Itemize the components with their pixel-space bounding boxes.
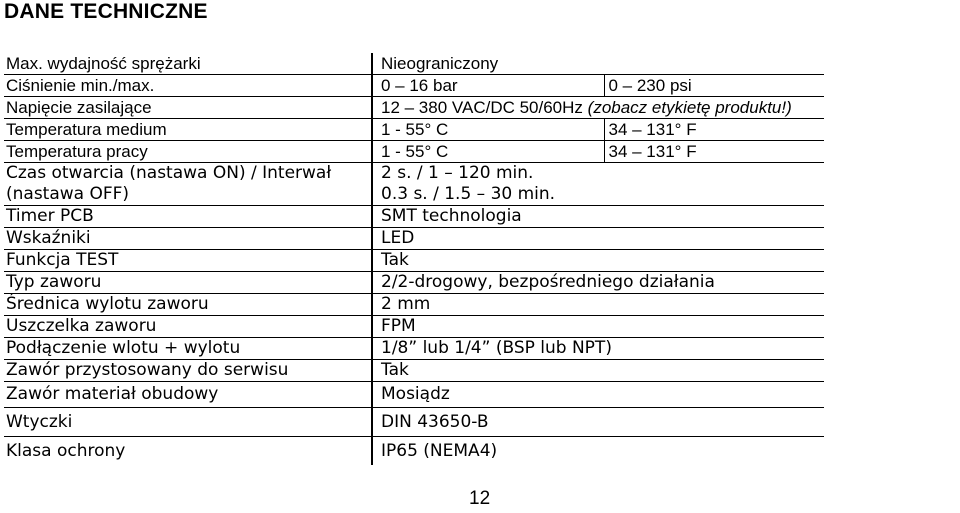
technical-data-table xyxy=(4,53,824,465)
row-label: Wskaźniki xyxy=(4,228,372,250)
table-row xyxy=(4,382,824,408)
row-value: Tak xyxy=(372,360,824,382)
row-value-metric: 1 - 55° C xyxy=(372,141,604,163)
row-label: Klasa ochrony xyxy=(4,437,372,466)
row-value: IP65 (NEMA4) xyxy=(372,437,824,466)
row-value-metric: 1 - 55° C xyxy=(372,119,604,141)
table-row xyxy=(4,97,824,119)
row-label: Średnica wylotu zaworu xyxy=(4,294,372,316)
table-row xyxy=(4,75,824,97)
row-label: Zawór przystosowany do serwisu xyxy=(4,360,372,382)
voltage-value: 12 – 380 VAC/DC 50/60Hz xyxy=(381,98,583,117)
section-title: DANE TECHNICZNE xyxy=(4,0,208,23)
row-label: Wtyczki xyxy=(4,408,372,437)
row-label: Ciśnienie min./max. xyxy=(4,75,372,97)
row-value: 2 mm xyxy=(372,294,824,316)
row-label: Temperatura medium xyxy=(4,119,372,141)
row-label: (nastawa OFF) xyxy=(4,184,372,206)
table-row xyxy=(4,184,824,206)
table-row xyxy=(4,250,824,272)
table-row xyxy=(4,338,824,360)
row-value: Mosiądz xyxy=(372,382,824,408)
table-row xyxy=(4,272,824,294)
row-label: Funkcja TEST xyxy=(4,250,372,272)
row-label: Czas otwarcia (nastawa ON) / Interwał xyxy=(4,163,372,185)
row-value: Tak xyxy=(372,250,824,272)
row-label: Timer PCB xyxy=(4,206,372,228)
table-row xyxy=(4,163,824,185)
table-row xyxy=(4,316,824,338)
row-value: 2 s. / 1 – 120 min. xyxy=(372,163,824,185)
row-label: Max. wydajność sprężarki xyxy=(4,53,372,75)
row-label: Zawór materiał obudowy xyxy=(4,382,372,408)
row-value: 2/2-drogowy, bezpośredniego działania xyxy=(372,272,824,294)
row-value: Nieograniczony xyxy=(381,54,499,73)
row-value: 0.3 s. / 1.5 – 30 min. xyxy=(381,184,556,204)
table-row xyxy=(4,408,824,437)
table-row xyxy=(4,294,824,316)
row-value-imperial: 34 – 131° F xyxy=(604,119,824,141)
row-value: 1/8” lub 1/4” (BSP lub NPT) xyxy=(372,338,824,360)
voltage-note: (zobacz etykietę produktu!) xyxy=(587,98,792,117)
row-value: LED xyxy=(372,228,824,250)
row-label: Uszczelka zaworu xyxy=(4,316,372,338)
table-row xyxy=(4,360,824,382)
row-label: Podłączenie wlotu + wylotu xyxy=(4,338,372,360)
table-row xyxy=(4,437,824,466)
row-value xyxy=(372,97,824,119)
table-row xyxy=(4,228,824,250)
table-row xyxy=(4,119,824,141)
row-value: FPM xyxy=(372,316,824,338)
table-row xyxy=(4,141,824,163)
row-label: Temperatura pracy xyxy=(4,141,372,163)
row-value-imperial: 0 – 230 psi xyxy=(604,75,824,97)
row-value-metric: 0 – 16 bar xyxy=(372,75,604,97)
page-number: 12 xyxy=(469,488,491,509)
table-row xyxy=(4,53,824,75)
row-value: SMT technologia xyxy=(372,206,824,228)
row-label: Napięcie zasilające xyxy=(4,97,372,119)
table-row xyxy=(4,206,824,228)
row-label: Typ zaworu xyxy=(4,272,372,294)
row-value: DIN 43650-B xyxy=(372,408,824,437)
row-value-imperial: 34 – 131° F xyxy=(604,141,824,163)
